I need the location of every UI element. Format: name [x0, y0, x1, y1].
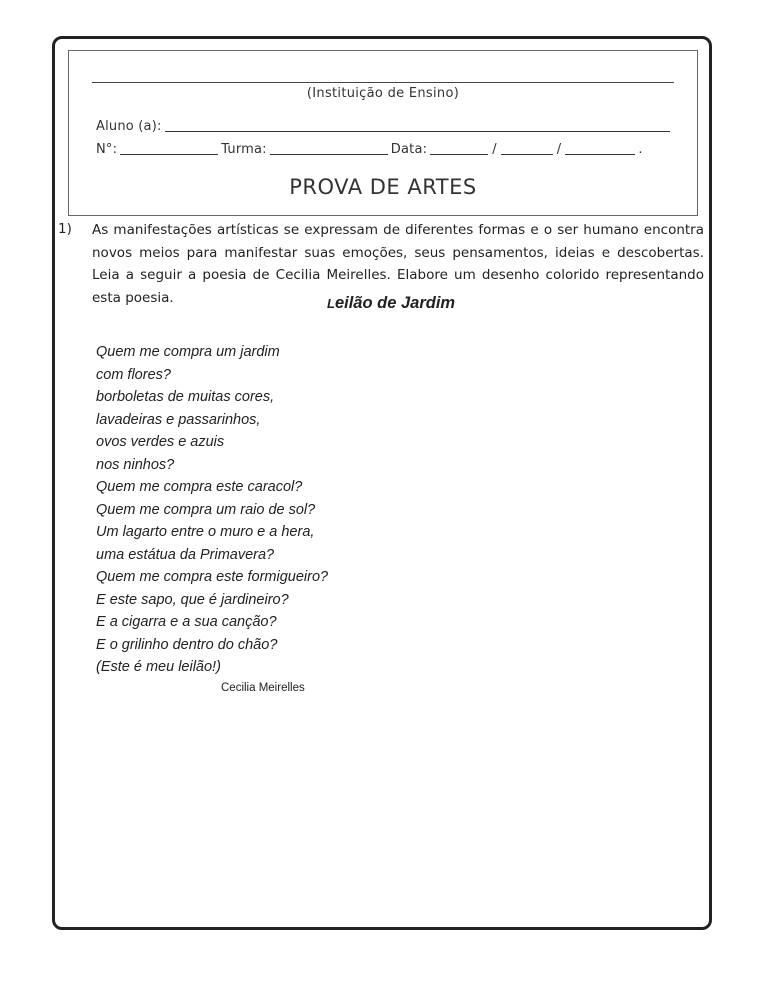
poem-body — [96, 341, 328, 679]
class-field[interactable] — [270, 140, 388, 155]
poem-line: Quem me compra um raio de sol? — [96, 501, 316, 518]
turma-label: Turma: — [221, 142, 267, 157]
question-text: As manifestações artísticas se expressam de diferentes formas e o ser humano encontra novos meios para manifestar suas emoções, seus pensamentos, ideias e descobertas. Leia a seguir a poesia de Cecilia Meirelles. Elabore um desenho colorido representando esta poesia. — [92, 222, 704, 306]
number-field[interactable] — [120, 140, 218, 155]
date-year-field[interactable] — [565, 140, 635, 155]
poem-line: E a cigarra e a sua canção? — [96, 614, 277, 630]
poem-line: E este sapo, que é jardineiro? — [96, 591, 289, 608]
poem-title — [327, 294, 455, 313]
numero-label: N°: — [96, 142, 118, 157]
poem-line: lavadeiras e passarinhos, — [96, 411, 261, 428]
student-name-row — [96, 117, 673, 134]
poem-line: (Este é meu leilão!) — [96, 659, 221, 675]
question-number: 1) — [58, 221, 72, 237]
date-separator: / — [492, 142, 497, 157]
poem-line: borboletas de muitas cores, — [96, 389, 275, 405]
student-name-field[interactable] — [165, 117, 670, 132]
data-label: Data: — [390, 142, 428, 157]
poem-title-rest: eilão de Jardim — [334, 294, 456, 312]
aluno-label: Aluno (a): — [96, 119, 162, 134]
student-info-row — [96, 140, 643, 157]
poem-author: Cecilia Meirelles — [221, 682, 305, 694]
poem-line: E o grilinho dentro do chão? — [96, 636, 278, 653]
exam-title: PROVA DE ARTES — [289, 175, 477, 199]
poem-line: Quem me compra este caracol? — [96, 479, 303, 495]
date-month-field[interactable] — [501, 140, 553, 155]
date-separator: / — [556, 142, 562, 157]
poem-line: uma estátua da Primavera? — [96, 546, 275, 563]
institution-line — [92, 82, 674, 83]
poem-line: Um lagarto entre o muro e a hera, — [96, 524, 315, 540]
poem-line: Quem me compra este formigueiro? — [96, 569, 329, 585]
date-day-field[interactable] — [430, 140, 488, 155]
poem-line: nos ninhos? — [96, 456, 175, 473]
poem-title-initial: L — [327, 296, 335, 311]
end-mark: . — [638, 142, 643, 157]
institution-label: (Instituição de Ensino) — [306, 86, 460, 101]
poem-line: com flores? — [96, 366, 171, 383]
poem-line: Quem me compra um jardim — [96, 344, 280, 360]
poem-line: ovos verdes e azuis — [96, 434, 225, 450]
